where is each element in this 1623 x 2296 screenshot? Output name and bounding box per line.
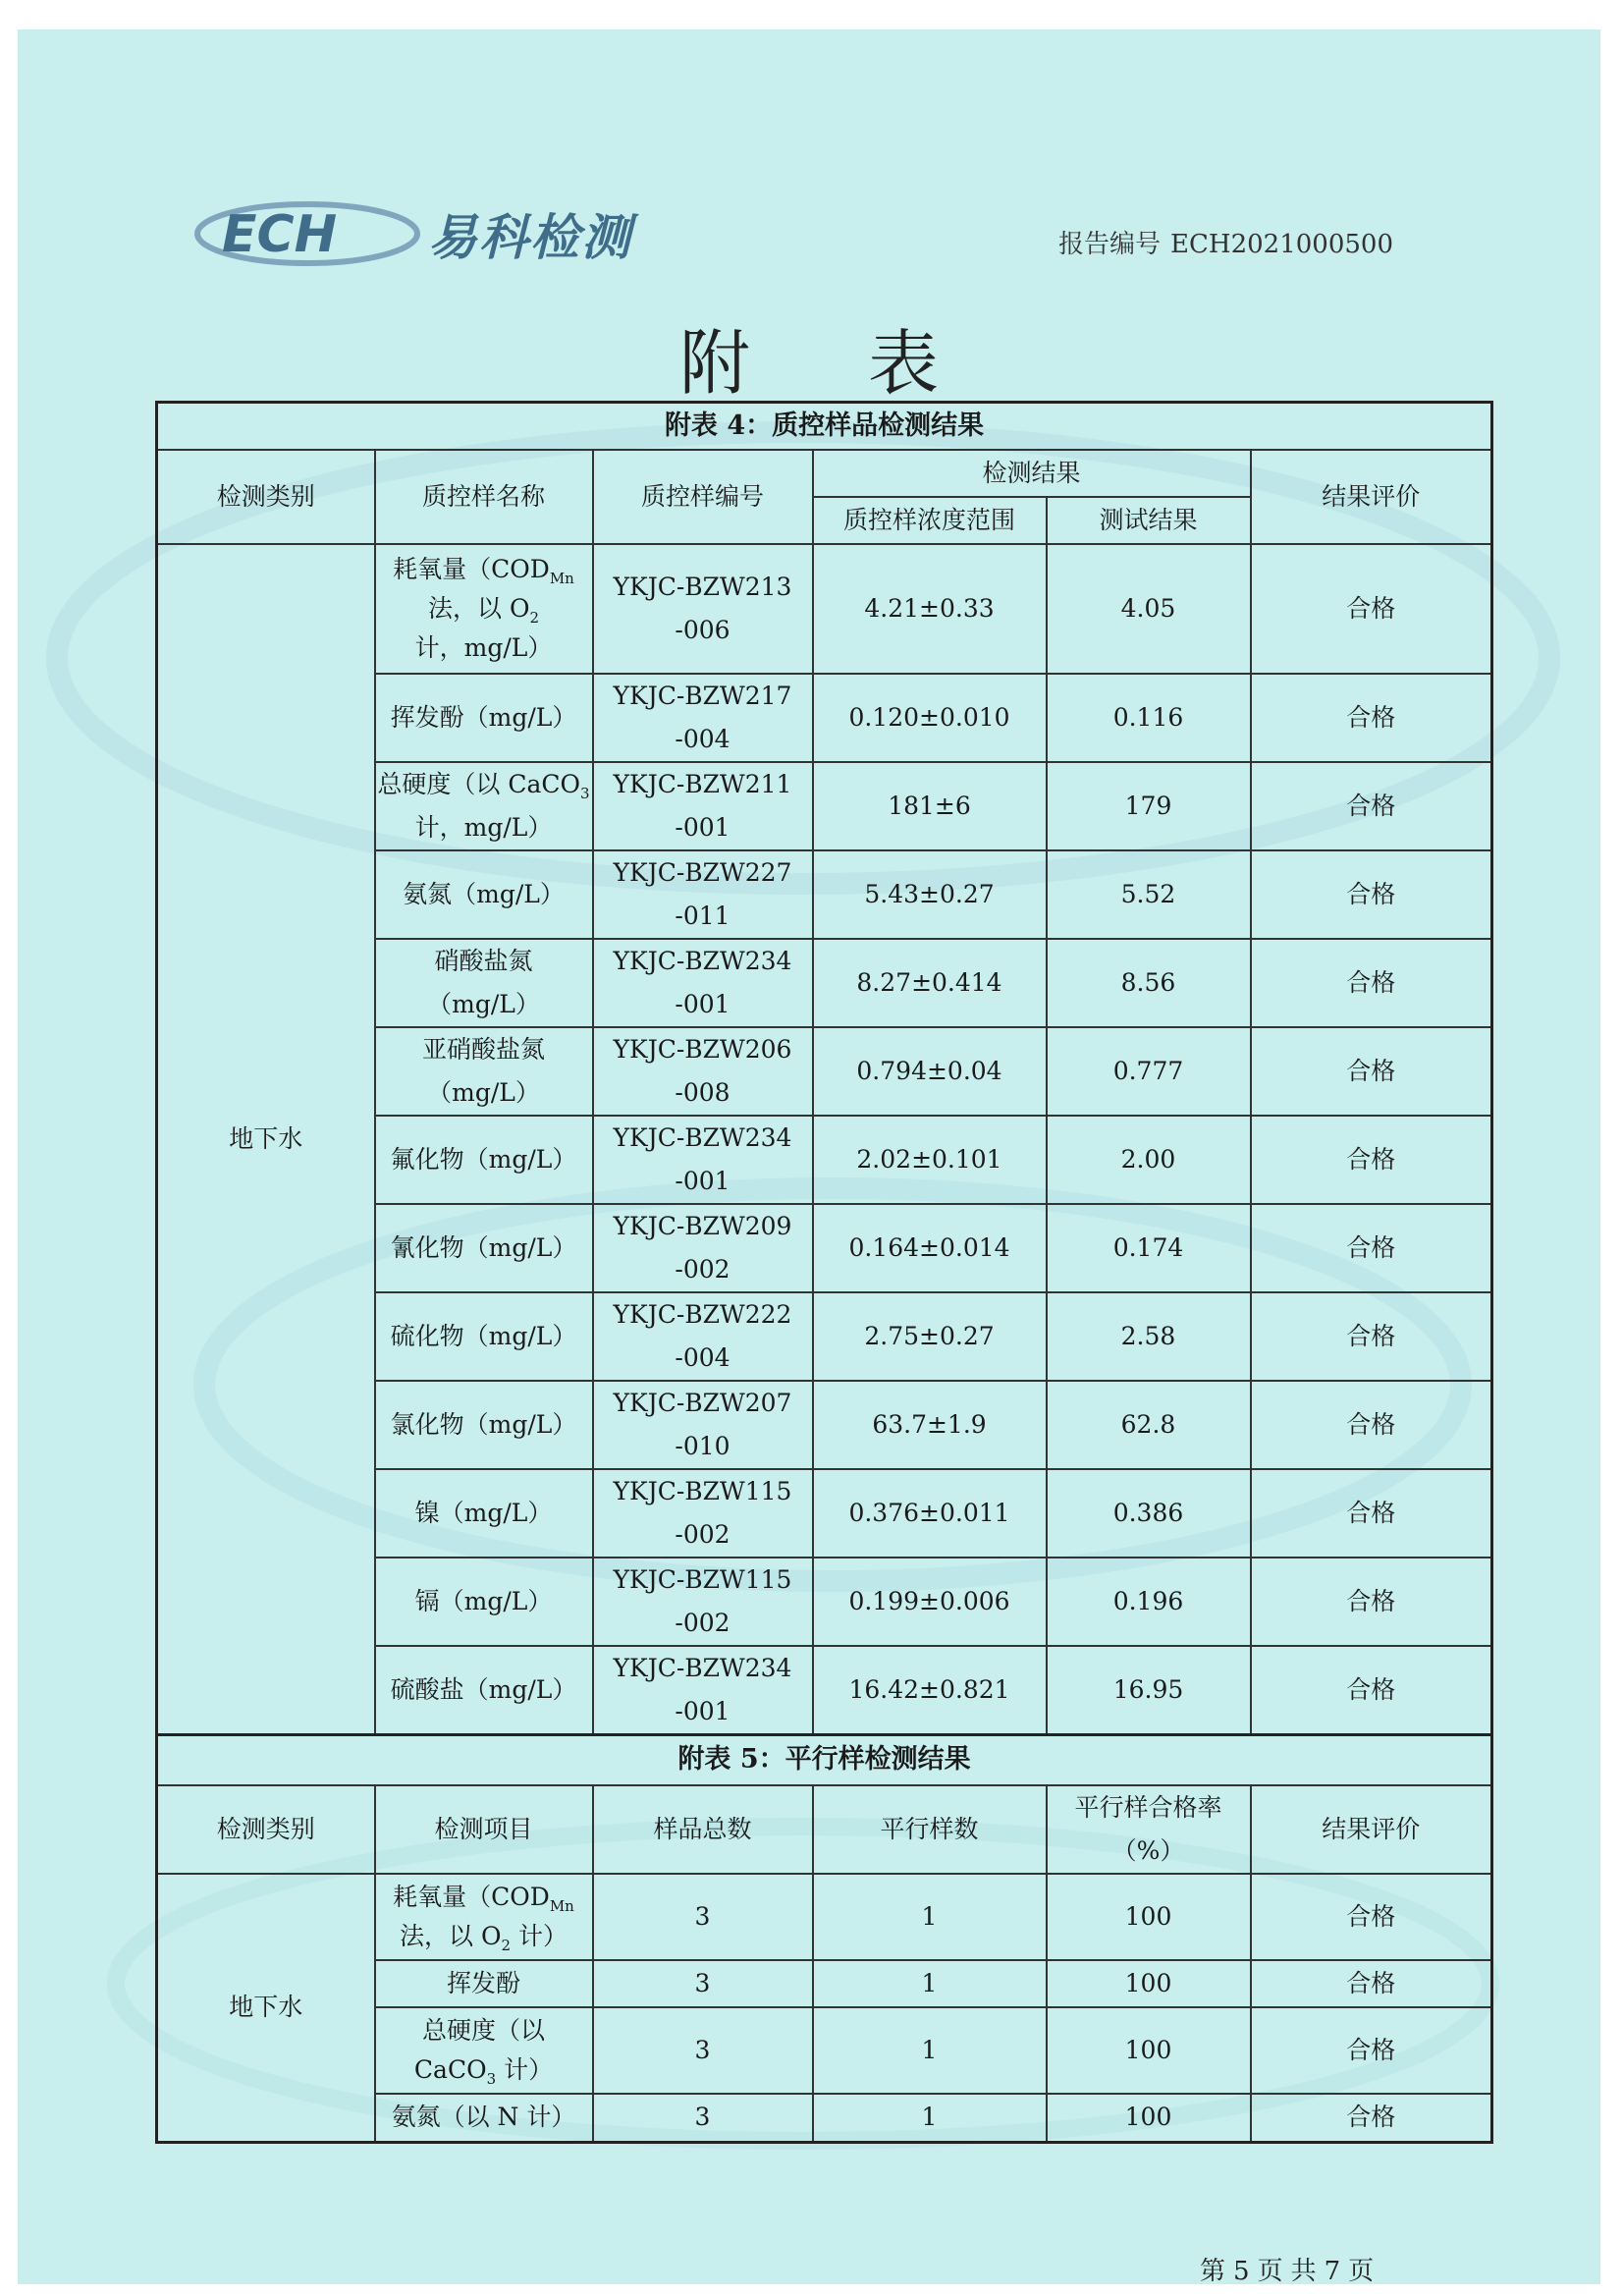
item-eval: 合格 <box>1251 1646 1492 1735</box>
item-test: 5.52 <box>1047 850 1251 939</box>
header-eval: 结果评价 <box>1251 1785 1492 1874</box>
item-range: 16.42±0.821 <box>813 1646 1047 1735</box>
page-number: 5 <box>1233 2257 1250 2286</box>
item-name: 亚硝酸盐氮（mg/L） <box>375 1027 593 1116</box>
item-eval: 合格 <box>1251 1027 1492 1116</box>
item-name: 硫酸盐（mg/L） <box>375 1646 593 1735</box>
item-range: 2.75±0.27 <box>813 1292 1047 1381</box>
item-name: 挥发酚（mg/L） <box>375 674 593 762</box>
item-code: YKJC-BZW234 -001 <box>593 939 813 1027</box>
item-name: 氨氮（以 N 计） <box>375 2094 593 2143</box>
page-total: 7 <box>1324 2257 1341 2286</box>
item-eval: 合格 <box>1251 1960 1492 2007</box>
item-test: 0.116 <box>1047 674 1251 762</box>
item-test: 0.174 <box>1047 1204 1251 1292</box>
item-rate: 100 <box>1047 1960 1251 2007</box>
header-total: 样品总数 <box>593 1785 813 1874</box>
item-code: YKJC-BZW234 -001 <box>593 1646 813 1735</box>
item-test: 2.00 <box>1047 1116 1251 1204</box>
table4-wrapper <box>155 401 1493 2144</box>
footer-word: 页 <box>1257 2257 1283 2286</box>
item-name: 氯化物（mg/L） <box>375 1381 593 1469</box>
item-name: 硫化物（mg/L） <box>375 1292 593 1381</box>
table-row <box>157 1874 1492 1960</box>
report-number-value: ECH2021000500 <box>1170 230 1393 259</box>
item-eval: 合格 <box>1251 674 1492 762</box>
item-test: 179 <box>1047 762 1251 850</box>
header-eval: 结果评价 <box>1251 450 1492 544</box>
item-rate: 100 <box>1047 1874 1251 1960</box>
header-category: 检测类别 <box>157 450 375 544</box>
item-test: 8.56 <box>1047 939 1251 1027</box>
item-name: 耗氧量（$COD_{Mn}$ 法，以 $O_2$ 计） <box>375 1874 593 1960</box>
item-total: 3 <box>593 2007 813 2094</box>
item-name: 氨氮（mg/L） <box>375 850 593 939</box>
parallel-sample-table <box>155 1736 1493 2145</box>
item-name: 总硬度（以 CaCO$_3$ 计，mg/L） <box>375 762 593 850</box>
item-code: YKJC-BZW227 -011 <box>593 850 813 939</box>
item-range: 181±6 <box>813 762 1047 850</box>
item-test: 0.777 <box>1047 1027 1251 1116</box>
table5-caption: 附表 5：平行样检测结果 <box>157 1736 1492 1785</box>
header-parallel: 平行样数 <box>813 1785 1047 1874</box>
item-code: YKJC-BZW206 -008 <box>593 1027 813 1116</box>
item-test: 0.386 <box>1047 1469 1251 1558</box>
header-result-group: 检测结果 <box>813 450 1251 497</box>
item-parallel: 1 <box>813 2094 1047 2143</box>
item-eval: 合格 <box>1251 939 1492 1027</box>
item-range: 63.7±1.9 <box>813 1381 1047 1469</box>
item-eval: 合格 <box>1251 2007 1492 2094</box>
page-footer <box>1196 2251 1378 2287</box>
item-name: 挥发酚 <box>375 1960 593 2007</box>
svg-text:ECH: ECH <box>222 205 338 264</box>
header-item: 检测项目 <box>375 1785 593 1874</box>
item-code: YKJC-BZW211 -001 <box>593 762 813 850</box>
company-name: 易科检测 <box>428 209 632 266</box>
category-cell: 地下水 <box>157 1874 375 2143</box>
item-eval: 合格 <box>1251 1558 1492 1646</box>
item-code: YKJC-BZW213 -006 <box>593 544 813 674</box>
company-logo <box>194 194 666 283</box>
report-number <box>1058 224 1393 260</box>
item-eval: 合格 <box>1251 1381 1492 1469</box>
item-eval: 合格 <box>1251 850 1492 939</box>
item-test: 4.05 <box>1047 544 1251 674</box>
item-name: 氟化物（mg/L） <box>375 1116 593 1204</box>
item-total: 3 <box>593 1874 813 1960</box>
footer-word: 第 <box>1200 2257 1226 2286</box>
item-parallel: 1 <box>813 1960 1047 2007</box>
item-name: 总硬度（以 CaCO$_3$ 计） <box>375 2007 593 2094</box>
item-eval: 合格 <box>1251 2094 1492 2143</box>
item-test: 62.8 <box>1047 1381 1251 1469</box>
category-cell: 地下水 <box>157 544 375 1735</box>
item-range: 4.21±0.33 <box>813 544 1047 674</box>
item-code: YKJC-BZW217 -004 <box>593 674 813 762</box>
qc-sample-table <box>155 401 1493 1736</box>
item-eval: 合格 <box>1251 1204 1492 1292</box>
item-name: 镉（mg/L） <box>375 1558 593 1646</box>
item-total: 3 <box>593 2094 813 2143</box>
item-range: 0.199±0.006 <box>813 1558 1047 1646</box>
item-name: 氰化物（mg/L） <box>375 1204 593 1292</box>
item-eval: 合格 <box>1251 544 1492 674</box>
item-range: 8.27±0.414 <box>813 939 1047 1027</box>
item-rate: 100 <box>1047 2094 1251 2143</box>
header-name: 质控样名称 <box>375 450 593 544</box>
table-row <box>157 544 1492 674</box>
item-eval: 合格 <box>1251 1292 1492 1381</box>
item-parallel: 1 <box>813 2007 1047 2094</box>
item-code: YKJC-BZW234 -001 <box>593 1116 813 1204</box>
item-rate: 100 <box>1047 2007 1251 2094</box>
item-name: 镍（mg/L） <box>375 1469 593 1558</box>
footer-word: 共 <box>1290 2257 1317 2286</box>
item-name: 耗氧量（$COD_{Mn}$ 法，以 $O_2$ 计，mg/L） <box>375 544 593 674</box>
report-number-label: 报告编号 <box>1058 230 1162 259</box>
item-code: YKJC-BZW209 -002 <box>593 1204 813 1292</box>
item-range: 0.164±0.014 <box>813 1204 1047 1292</box>
item-eval: 合格 <box>1251 1469 1492 1558</box>
report-page <box>18 29 1600 2284</box>
item-test: 16.95 <box>1047 1646 1251 1735</box>
item-total: 3 <box>593 1960 813 2007</box>
item-eval: 合格 <box>1251 1116 1492 1204</box>
item-parallel: 1 <box>813 1874 1047 1960</box>
item-code: YKJC-BZW207 -010 <box>593 1381 813 1469</box>
item-range: 0.794±0.04 <box>813 1027 1047 1116</box>
item-test: 0.196 <box>1047 1558 1251 1646</box>
header-category: 检测类别 <box>157 1785 375 1874</box>
ech-logo-mark <box>194 194 420 273</box>
item-range: 5.43±0.27 <box>813 850 1047 939</box>
item-range: 0.120±0.010 <box>813 674 1047 762</box>
item-range: 2.02±0.101 <box>813 1116 1047 1204</box>
page-title: 附表 <box>678 322 1056 405</box>
item-code: YKJC-BZW222 -004 <box>593 1292 813 1381</box>
item-code: YKJC-BZW115 -002 <box>593 1558 813 1646</box>
table4-caption: 附表 4：质控样品检测结果 <box>157 403 1492 450</box>
header-range: 质控样浓度范围 <box>813 497 1047 544</box>
item-test: 2.58 <box>1047 1292 1251 1381</box>
header-rate: 平行样合格率（%） <box>1047 1785 1251 1874</box>
item-range: 0.376±0.011 <box>813 1469 1047 1558</box>
item-code: YKJC-BZW115 -002 <box>593 1469 813 1558</box>
header-code: 质控样编号 <box>593 450 813 544</box>
item-name: 硝酸盐氮（mg/L） <box>375 939 593 1027</box>
header-test: 测试结果 <box>1047 497 1251 544</box>
item-eval: 合格 <box>1251 762 1492 850</box>
item-eval: 合格 <box>1251 1874 1492 1960</box>
footer-word: 页 <box>1348 2257 1375 2286</box>
